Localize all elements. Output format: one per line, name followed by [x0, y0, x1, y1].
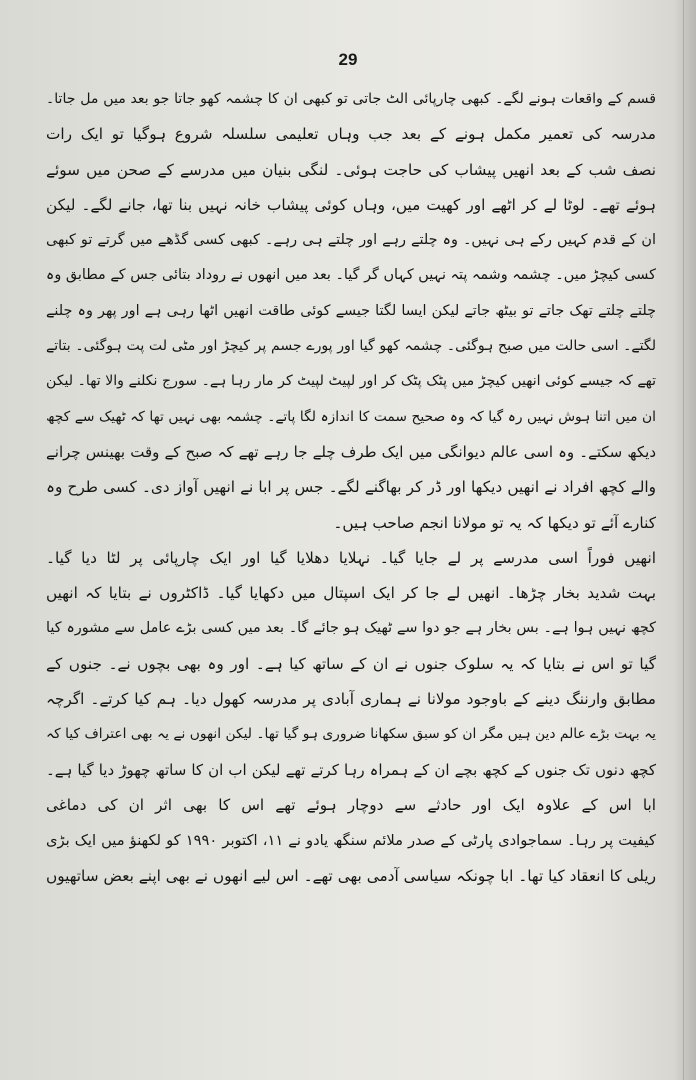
text-line: تھے کہ جیسے کوئی انھیں کیچڑ میں پٹک پٹک کر اور لپیٹ لپیٹ کر مار رہا ہے۔ سورج نکلنے والا تھا۔ لیکن [46, 373, 656, 390]
text-line: کسی کیچڑ میں۔ چشمہ وشمہ پتہ نہیں کہاں گر گیا۔ بعد میں انھوں نے روداد بتائی جس کے مطابق وہ [46, 267, 656, 284]
text-line: ریلی کا انعقاد کیا تھا۔ ابا چونکہ سیاسی آدمی بھی تھے۔ اس لیے انھوں نے بھی اپنے بعض ساتھیوں [46, 866, 656, 885]
urdu-text-body [46, 82, 656, 1072]
text-line: کچھ دنوں تک جنوں کے کچھ بچے ان کے ہمراہ رہا کرتے تھے لیکن اب ان کا ساتھ چھوڑ دیا گیا ہے۔ [46, 760, 656, 779]
text-line: ان کے قدم کہیں رکے ہی نہیں۔ وہ چلتے رہے اور چلتے ہی رہے۔ کبھی کسی گڈھے میں گرتے تو کبھی [46, 232, 656, 249]
text-line: والے کچھ افراد نے انھیں دیکھا اور ڈر کر بھاگنے لگے۔ جس پر ابا نے انھیں آواز دی۔ کسی طرح وہ [46, 478, 656, 497]
text-line: گیا تو اس نے بتایا کہ یہ سلوک جنوں نے ان کے ساتھ کیا ہے۔ اور وہ بھی بچوں نے۔ جنوں کے [46, 654, 656, 673]
text-line: ان میں اتنا ہوش نہیں رہ گیا کہ وہ صحیح سمت کا اندازہ لگا پاتے۔ چشمہ بھی نہیں تھا کہ ٹھیک سے کچھ [46, 408, 656, 425]
text-line: کچھ نہیں ہوا ہے۔ بس بخار ہے جو دوا سے ٹھیک ہو جائے گا۔ بعد میں کسی بڑے عامل سے مشورہ کیا [46, 620, 656, 637]
page-edge-line [683, 0, 684, 1080]
text-line: ہوئے تھے۔ لوٹا لے کر اٹھے اور کھیت میں، وہاں کوئی پیشاب خانہ نہیں بنا تھا، جانے لگے۔ لیکن [46, 195, 656, 214]
text-line: یہ بہت بڑے عالم دین ہیں مگر ان کو سبق سکھانا ضروری ہو گیا تھا۔ لیکن انھوں نے یہ بھی اعتراف کیا کہ [46, 726, 656, 743]
text-line: قسم کے واقعات ہونے لگے۔ کبھی چارپائی الٹ جاتی تو کبھی ان کا چشمہ کھو جاتا جو بعد میں مل جاتا۔ [46, 91, 656, 107]
text-line: دیکھ سکتے۔ وہ اسی عالم دیوانگی میں ایک طرف چلے جا رہے تھے کہ صبح کے وقت بھینس چرانے [46, 442, 656, 461]
page-edge-shadow [674, 0, 696, 1080]
text-line: انھیں فوراً اسی مدرسے پر لے جایا گیا۔ نہلایا دھلایا گیا اور ایک چارپائی پر لٹا دیا گیا۔ [46, 548, 656, 567]
text-line: بہت شدید بخار چڑھا۔ انھیں لے جا کر ایک اسپتال میں دکھایا گیا۔ ڈاکٹروں نے بتایا کہ انھیں [46, 584, 656, 603]
text-line: لگتے۔ اسی حالت میں صبح ہوگئی۔ چشمہ کھو گیا اور پورے جسم پر کیچڑ اور مٹی لت پت ہوگئی۔ بتاتے [46, 338, 656, 355]
text-line: مدرسہ کی تعمیر مکمل ہونے کے بعد جب وہاں تعلیمی سلسلہ شروع ہوگیا تو ایک رات [46, 125, 656, 144]
text-line: کنارے آئے تو دیکھا کہ یہ تو مولانا انجم صاحب ہیں۔ [333, 513, 656, 532]
text-line: نصف شب کے بعد انھیں پیشاب کی حاجت ہوئی۔ لنگی بنیان میں مدرسے کے صحن میں سوئے [46, 160, 656, 179]
page-number: 29 [338, 50, 358, 69]
text-line: چلتے چلتے تھک جاتے تو بیٹھ جاتے لیکن ایسا لگتا جیسے کوئی طاقت انھیں اٹھا رہی ہے اور پھر وہ چلنے [46, 302, 656, 319]
text-line: کیفیت پر رہا۔ سماجوادی پارٹی کے صدر ملائم سنگھ یادو نے ۱۱، اکتوبر ۱۹۹۰ کو لکھنؤ میں ایک بڑی [46, 832, 656, 850]
text-line: مطابق وارننگ دینے کے باوجود مولانا نے ہماری آبادی پر مدرسہ کھول دیا۔ ہم کیا کرتے۔ اگرچہ [46, 690, 656, 709]
text-line: ابا اس کے علاوہ ایک اور حادثے سے دوچار ہوئے تھے اس کا بھی اثر ان کی دماغی [46, 795, 656, 814]
